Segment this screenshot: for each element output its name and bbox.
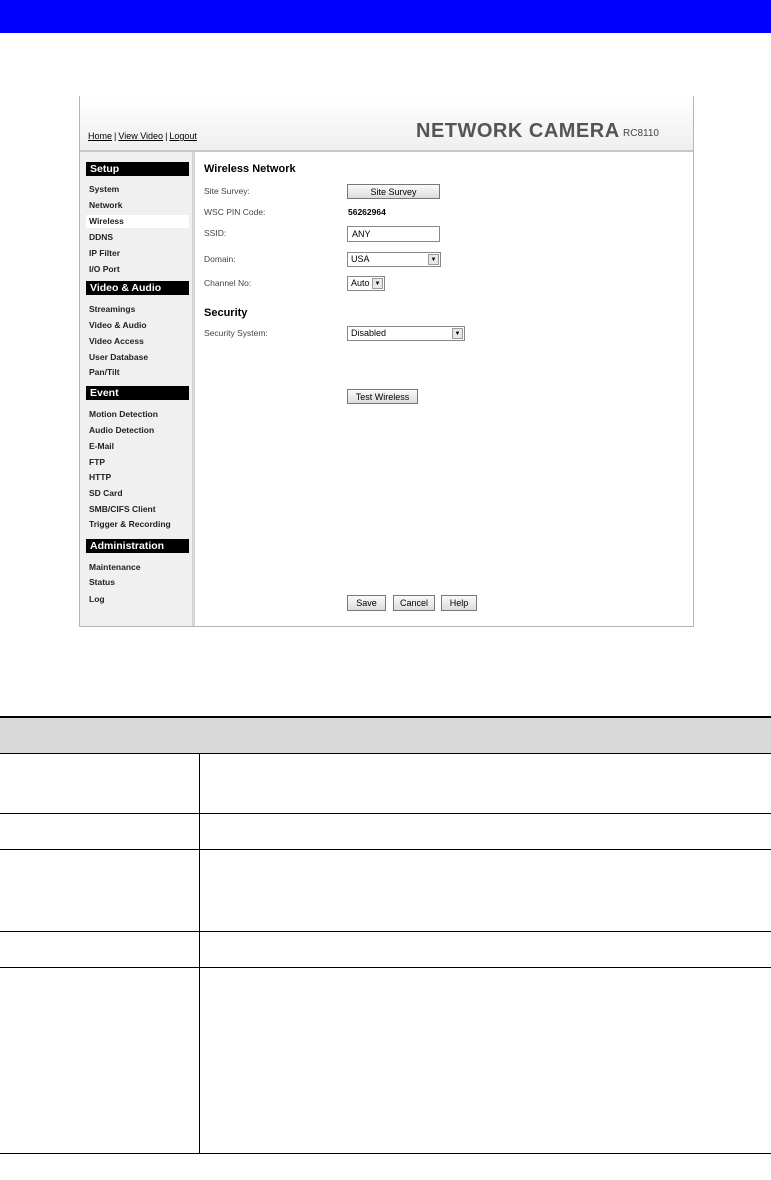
sidebar-item-network[interactable]: Network: [89, 200, 123, 210]
sidebar-item-wireless[interactable]: Wireless: [86, 215, 189, 228]
chevron-down-icon: ▼: [452, 328, 463, 339]
table-cell: [0, 754, 200, 814]
security-heading: Security: [204, 307, 248, 319]
table-cell: [200, 968, 771, 1154]
domain-selected-value: USA: [351, 254, 370, 264]
sidebar-item-motion-detection[interactable]: Motion Detection: [89, 409, 158, 419]
channel-select[interactable]: [347, 276, 385, 291]
sidebar-item-streamings[interactable]: Streamings: [89, 304, 136, 314]
sidebar-item-ftp[interactable]: FTP: [89, 457, 106, 467]
site-survey-label: Site Survey:: [204, 186, 250, 196]
sidebar-section-setup: Setup: [86, 162, 189, 176]
sidebar-section-video-audio: Video & Audio: [86, 281, 189, 295]
table-cell: [200, 932, 771, 968]
table-header-cell: [0, 717, 771, 754]
model-number: RC8110: [623, 128, 659, 139]
chevron-down-icon: ▼: [428, 254, 439, 265]
ssid-input[interactable]: ANY: [347, 226, 440, 242]
cancel-button[interactable]: Cancel: [393, 595, 435, 611]
link-separator: |: [165, 131, 168, 141]
table-row: [0, 932, 771, 968]
table-row: [0, 754, 771, 814]
table-header-row: [0, 717, 771, 754]
table-cell: [200, 850, 771, 932]
sidebar-item-pan-tilt[interactable]: Pan/Tilt: [89, 367, 120, 377]
channel-label: Channel No:: [204, 278, 252, 288]
view-video-link[interactable]: View Video: [118, 131, 164, 141]
table-row: [0, 814, 771, 850]
table-row: [0, 850, 771, 932]
chevron-down-icon: ▼: [372, 278, 383, 289]
wsc-pin-label: WSC PIN Code:: [204, 207, 266, 217]
ssid-label: SSID:: [204, 228, 227, 238]
wsc-pin-value: 56262964: [348, 207, 386, 217]
sidebar-item-http[interactable]: HTTP: [89, 472, 112, 482]
camera-header: [80, 96, 693, 152]
sidebar-section-administration: Administration: [86, 539, 189, 553]
sidebar-item-ip-filter[interactable]: IP Filter: [89, 248, 121, 258]
wireless-network-heading: Wireless Network: [204, 163, 296, 175]
top-links: [88, 131, 197, 141]
sidebar-item-video-audio[interactable]: Video & Audio: [89, 320, 147, 330]
site-survey-button[interactable]: Site Survey: [347, 184, 440, 199]
logout-link[interactable]: Logout: [169, 131, 197, 141]
save-button[interactable]: Save: [347, 595, 386, 611]
sidebar-item-sd-card[interactable]: SD Card: [89, 488, 123, 498]
camera-settings-screenshot: [79, 96, 694, 627]
table-cell: [0, 850, 200, 932]
channel-selected-value: Auto: [351, 278, 370, 288]
help-button[interactable]: Help: [441, 595, 477, 611]
sidebar-item-ddns[interactable]: DDNS: [89, 232, 114, 242]
sidebar-item-smb-cifs-client[interactable]: SMB/CIFS Client: [89, 504, 156, 514]
table-cell: [0, 814, 200, 850]
table-cell: [0, 932, 200, 968]
domain-select[interactable]: [347, 252, 441, 267]
sidebar-section-event: Event: [86, 386, 189, 400]
brand-title: NETWORK CAMERA: [416, 120, 620, 142]
sidebar: [80, 152, 195, 626]
sidebar-item-system[interactable]: System: [89, 184, 120, 194]
table-cell: [200, 754, 771, 814]
reference-table: [0, 716, 771, 1154]
link-separator: |: [114, 131, 117, 141]
table-cell: [0, 968, 200, 1154]
table-cell: [200, 814, 771, 850]
test-wireless-button[interactable]: Test Wireless: [347, 389, 418, 404]
security-system-label: Security System:: [204, 328, 268, 338]
sidebar-item-video-access[interactable]: Video Access: [89, 336, 144, 346]
table-row: [0, 968, 771, 1154]
sidebar-item-io-port[interactable]: I/O Port: [89, 264, 120, 274]
sidebar-item-status[interactable]: Status: [89, 577, 115, 587]
sidebar-item-user-database[interactable]: User Database: [89, 352, 149, 362]
home-link[interactable]: Home: [88, 131, 113, 141]
page-header-bar: [0, 0, 771, 33]
security-system-select[interactable]: [347, 326, 465, 341]
sidebar-item-audio-detection[interactable]: Audio Detection: [89, 425, 155, 435]
sidebar-item-trigger-recording[interactable]: Trigger & Recording: [89, 519, 171, 529]
sidebar-item-maintenance[interactable]: Maintenance: [89, 562, 141, 572]
sidebar-item-log[interactable]: Log: [89, 594, 105, 604]
sidebar-item-email[interactable]: E-Mail: [89, 441, 115, 451]
domain-label: Domain:: [204, 254, 236, 264]
security-system-selected-value: Disabled: [351, 328, 387, 338]
